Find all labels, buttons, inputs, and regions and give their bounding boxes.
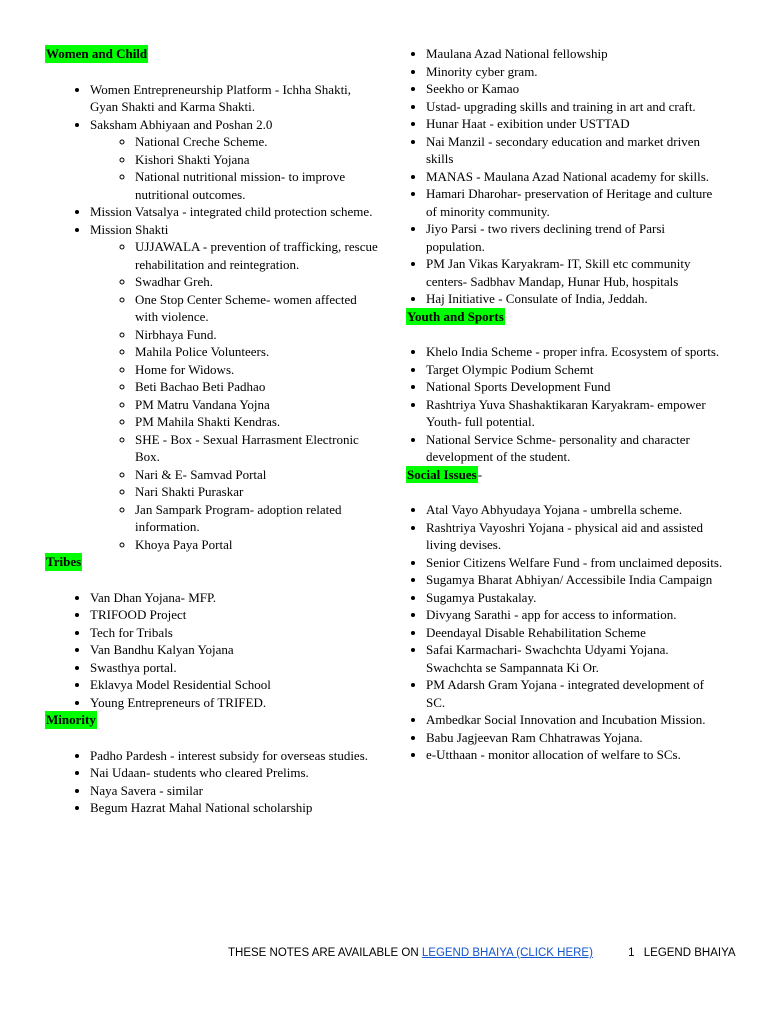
list-item: • Jiyo Parsi - two rivers declining trend of Parsi population. <box>426 220 726 255</box>
section-heading-youth-sports: Youth and Sports <box>407 308 504 324</box>
list-item: • Begum Hazrat Mahal National scholarship <box>90 799 380 817</box>
list-item: • Khelo India Scheme - proper infra. Ecosystem of sports. <box>426 343 726 361</box>
sub-list-item: ◦ Jan Sampark Program- adoption related information. <box>135 501 380 536</box>
section-heading-women-child: Women and Child <box>46 46 148 61</box>
mission-shakti-sublist <box>90 238 380 553</box>
saksham-sublist <box>90 133 380 203</box>
list-item: • Rashtriya Yuva Shashaktikaran Karyakram- empower Youth- full potential. <box>426 396 726 431</box>
list-item: • Deendayal Disable Rehabilitation Scheme <box>426 624 726 642</box>
list-item: • PM Jan Vikas Karyakram- IT, Skill etc community centers- Sadbhav Mandap, Hunar Hub, hospitals <box>426 255 726 290</box>
list-item: • Maulana Azad National fellowship <box>426 45 726 63</box>
footer-brand: LEGEND BHAIYA <box>643 947 736 959</box>
list-item: • Nai Manzil - secondary education and market driven skills <box>426 133 726 168</box>
list-item: • Saksham Abhiyaan and Poshan 2.0 ◦ National Creche Scheme. ◦ Kishori Shakti Yojana ◦ National nutritional mission- to improve nutritional outcomes. <box>90 116 380 204</box>
list-item: • Ambedkar Social Innovation and Incubation Mission. <box>426 711 726 729</box>
list-item: • Sugamya Pustakalay. <box>426 589 726 607</box>
sub-list-item: ◦ Mahila Police Volunteers. <box>135 343 380 361</box>
tribes-list <box>45 589 380 712</box>
list-item: • Babu Jagjeevan Ram Chhatrawas Yojana. <box>426 729 726 747</box>
sub-list-item: ◦ Swadhar Greh. <box>135 273 380 291</box>
list-item: • Minority cyber gram. <box>426 63 726 81</box>
list-item: • Hunar Haat - exibition under USTTAD <box>426 115 726 133</box>
list-item: • Women Entrepreneurship Platform - Ichha Shakti, Gyan Shakti and Karma Shakti. <box>90 81 380 116</box>
list-item: • National Service Schme- personality and character development of the student. <box>426 431 726 466</box>
list-item: • Seekho or Kamao <box>426 80 726 98</box>
list-item: • Mission Shakti ◦ UJJAWALA - prevention of trafficking, rescue rehabilitation and reintegration. ◦ Swadhar Greh. ◦ One Stop Center Scheme- women affected with violence. ◦ Nirbhaya Fund. ◦ Mahila Police Volunteers. ◦ Home for Widows. ◦ Beti Bachao Beti Padhao ◦ PM Matru Vandana Yojna ◦ PM Mahila Shakti Kendras. ◦ SHE - Box - Sexual Harrasment Electronic Box. ◦ Nari & E- Samvad Portal ◦ Nari Shakti Puraskar ◦ Jan Sampark Program- adoption related information. ◦ Khoya Paya Portal <box>90 221 380 554</box>
sub-list-item: ◦ Kishori Shakti Yojana <box>135 151 380 169</box>
legend-bhaiya-link[interactable]: LEGEND BHAIYA (CLICK HERE) <box>421 947 593 959</box>
list-item: • Eklavya Model Residential School <box>90 676 380 694</box>
list-item: • PM Adarsh Gram Yojana - integrated development of SC. <box>426 676 726 711</box>
list-item: • National Sports Development Fund <box>426 378 726 396</box>
sub-list-item: ◦ PM Matru Vandana Yojna <box>135 396 380 414</box>
minority-list <box>45 747 380 817</box>
sub-list-item: ◦ PM Mahila Shakti Kendras. <box>135 413 380 431</box>
sub-list-item: ◦ Home for Widows. <box>135 361 380 379</box>
list-item: • Nai Udaan- students who cleared Prelims. <box>90 764 380 782</box>
sub-list-item: ◦ Nari Shakti Puraskar <box>135 483 380 501</box>
list-item: • Young Entrepreneurs of TRIFED. <box>90 694 380 712</box>
sub-list-item: ◦ Beti Bachao Beti Padhao <box>135 378 380 396</box>
list-item: • Hamari Dharohar- preservation of Heritage and culture of minority community. <box>426 185 726 220</box>
page-footer <box>228 945 738 963</box>
list-item: • Target Olympic Podium Schemt <box>426 361 726 379</box>
sub-list-item: ◦ UJJAWALA - prevention of trafficking, rescue rehabilitation and reintegration. <box>135 238 380 273</box>
section-heading-tribes: Tribes <box>46 554 82 569</box>
sub-list-item: ◦ Nirbhaya Fund. <box>135 326 380 344</box>
list-item: • Divyang Sarathi - app for access to information. <box>426 606 726 624</box>
list-item: • TRIFOOD Project <box>90 606 380 624</box>
list-item: • Naya Savera - similar <box>90 782 380 800</box>
heading-suffix: - <box>477 466 483 482</box>
list-item: • Senior Citizens Welfare Fund - from unclaimed deposits. <box>426 554 726 572</box>
list-item: • e-Utthaan - monitor allocation of welfare to SCs. <box>426 746 726 764</box>
list-item: • Atal Vayo Abhyudaya Yojana - umbrella scheme. <box>426 501 726 519</box>
sub-list-item: ◦ National Creche Scheme. <box>135 133 380 151</box>
sub-list-item: ◦ Khoya Paya Portal <box>135 536 380 554</box>
list-item: • Padho Pardesh - interest subsidy for overseas studies. <box>90 747 380 765</box>
list-item: • MANAS - Maulana Azad National academy for skills. <box>426 168 726 186</box>
list-item: • Tech for Tribals <box>90 624 380 642</box>
right-column <box>406 45 726 764</box>
list-item: • Safai Karmachari- Swachchta Udyami Yojana. Swachchta se Sampannata Ki Or. <box>426 641 726 676</box>
list-item: • Sugamya Bharat Abhiyan/ Accessibile India Campaign <box>426 571 726 589</box>
youth-sports-list <box>381 343 726 466</box>
sub-list-item: ◦ Nari & E- Samvad Portal <box>135 466 380 484</box>
sub-list-item: ◦ One Stop Center Scheme- women affected with violence. <box>135 291 380 326</box>
section-heading-social-issues: Social Issues <box>407 466 477 482</box>
left-column <box>45 45 380 817</box>
list-item: • Ustad- upgrading skills and training in art and craft. <box>426 98 726 116</box>
page-number: 1 <box>628 947 635 959</box>
section-heading-minority: Minority <box>46 712 96 727</box>
sub-list-item: ◦ National nutritional mission- to improve nutritional outcomes. <box>135 168 380 203</box>
list-item: • Van Dhan Yojana- MFP. <box>90 589 380 607</box>
footer-text: THESE NOTES ARE AVAILABLE ON <box>228 947 419 959</box>
list-item: • Van Bandhu Kalyan Yojana <box>90 641 380 659</box>
list-item: • Haj Initiative - Consulate of India, Jeddah. <box>426 290 726 308</box>
social-issues-list <box>381 501 726 764</box>
sub-list-item: ◦ SHE - Box - Sexual Harrasment Electronic Box. <box>135 431 380 466</box>
minority-continued-list <box>381 45 726 308</box>
list-item: • Rashtriya Vayoshri Yojana - physical aid and assisted living devises. <box>426 519 726 554</box>
list-item: • Swasthya portal. <box>90 659 380 677</box>
list-item: • Mission Vatsalya - integrated child protection scheme. <box>90 203 380 221</box>
women-child-list <box>45 81 380 554</box>
